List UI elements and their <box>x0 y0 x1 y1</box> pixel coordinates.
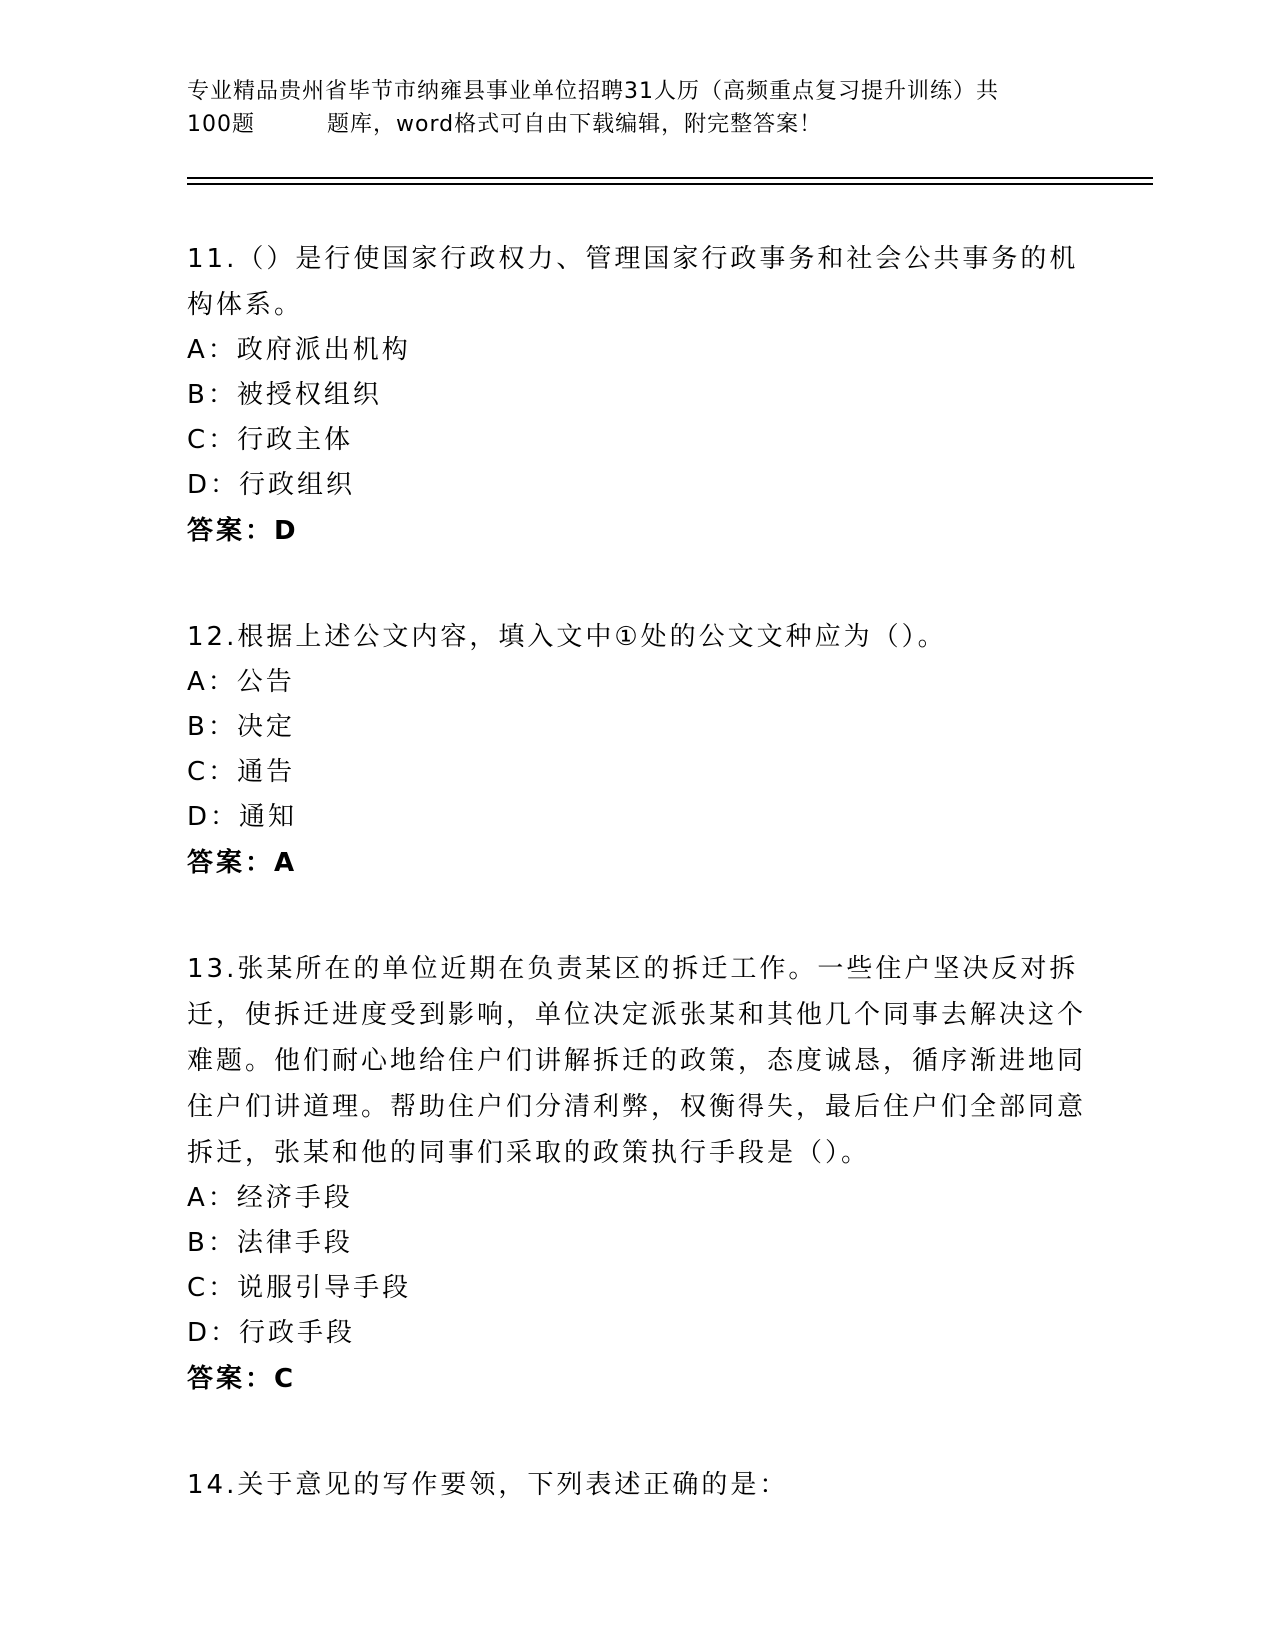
question-stem: 14.关于意见的写作要领，下列表述正确的是： <box>187 1470 789 1500</box>
option-c: C：说服引导手段 <box>187 1273 412 1303</box>
question-stem: 11.（）是行使国家行政权力、管理国家行政事务和社会公共事务的机构体系。 <box>187 244 1079 320</box>
option-a: A：经济手段 <box>187 1183 353 1213</box>
question-11 <box>187 236 1087 554</box>
question-stem: 13.张某所在的单位近期在负责某区的拆迁工作。一些住户坚决反对拆迁，使拆迁进度受到影响，单位决定派张某和其他几个同事去解决这个难题。他们耐心地给住户们讲解拆迁的政策，态度诚恳，循序渐进地同住户们讲道理。帮助住户们分清利弊，权衡得失，最后住户们全部同意拆迁，张某和他的同事们采取的政策执行手段是（）。 <box>187 954 1087 1168</box>
question-stem: 12.根据上述公文内容，填入文中①处的公文文种应为（）。 <box>187 622 947 652</box>
question-14 <box>187 1462 1087 1508</box>
option-d: D：行政手段 <box>187 1318 356 1348</box>
option-d: D：行政组织 <box>187 470 356 500</box>
header-title-line1: 专业精品贵州省毕节市纳雍县事业单位招聘31人历（高频重点复习提升训练）共 <box>187 79 999 104</box>
question-list <box>187 236 1087 1568</box>
header-divider-top <box>187 177 1153 179</box>
header-count: 100题 <box>187 112 255 137</box>
question-13 <box>187 946 1087 1402</box>
question-12 <box>187 614 1087 886</box>
document-header <box>187 75 1087 141</box>
answer: 答案：D <box>187 516 299 546</box>
header-description: 题库，word格式可自由下载编辑，附完整答案！ <box>327 112 823 137</box>
option-d: D：通知 <box>187 802 298 832</box>
option-b: B：法律手段 <box>187 1228 353 1258</box>
option-b: B：被授权组织 <box>187 380 382 410</box>
header-divider-bottom <box>187 183 1153 185</box>
option-a: A：政府派出机构 <box>187 335 411 365</box>
option-b: B：决定 <box>187 712 295 742</box>
option-c: C：行政主体 <box>187 425 354 455</box>
answer: 答案：A <box>187 848 298 878</box>
answer: 答案：C <box>187 1364 297 1394</box>
option-a: A：公告 <box>187 667 295 697</box>
option-c: C：通告 <box>187 757 296 787</box>
header-title-line2 <box>187 108 1087 141</box>
